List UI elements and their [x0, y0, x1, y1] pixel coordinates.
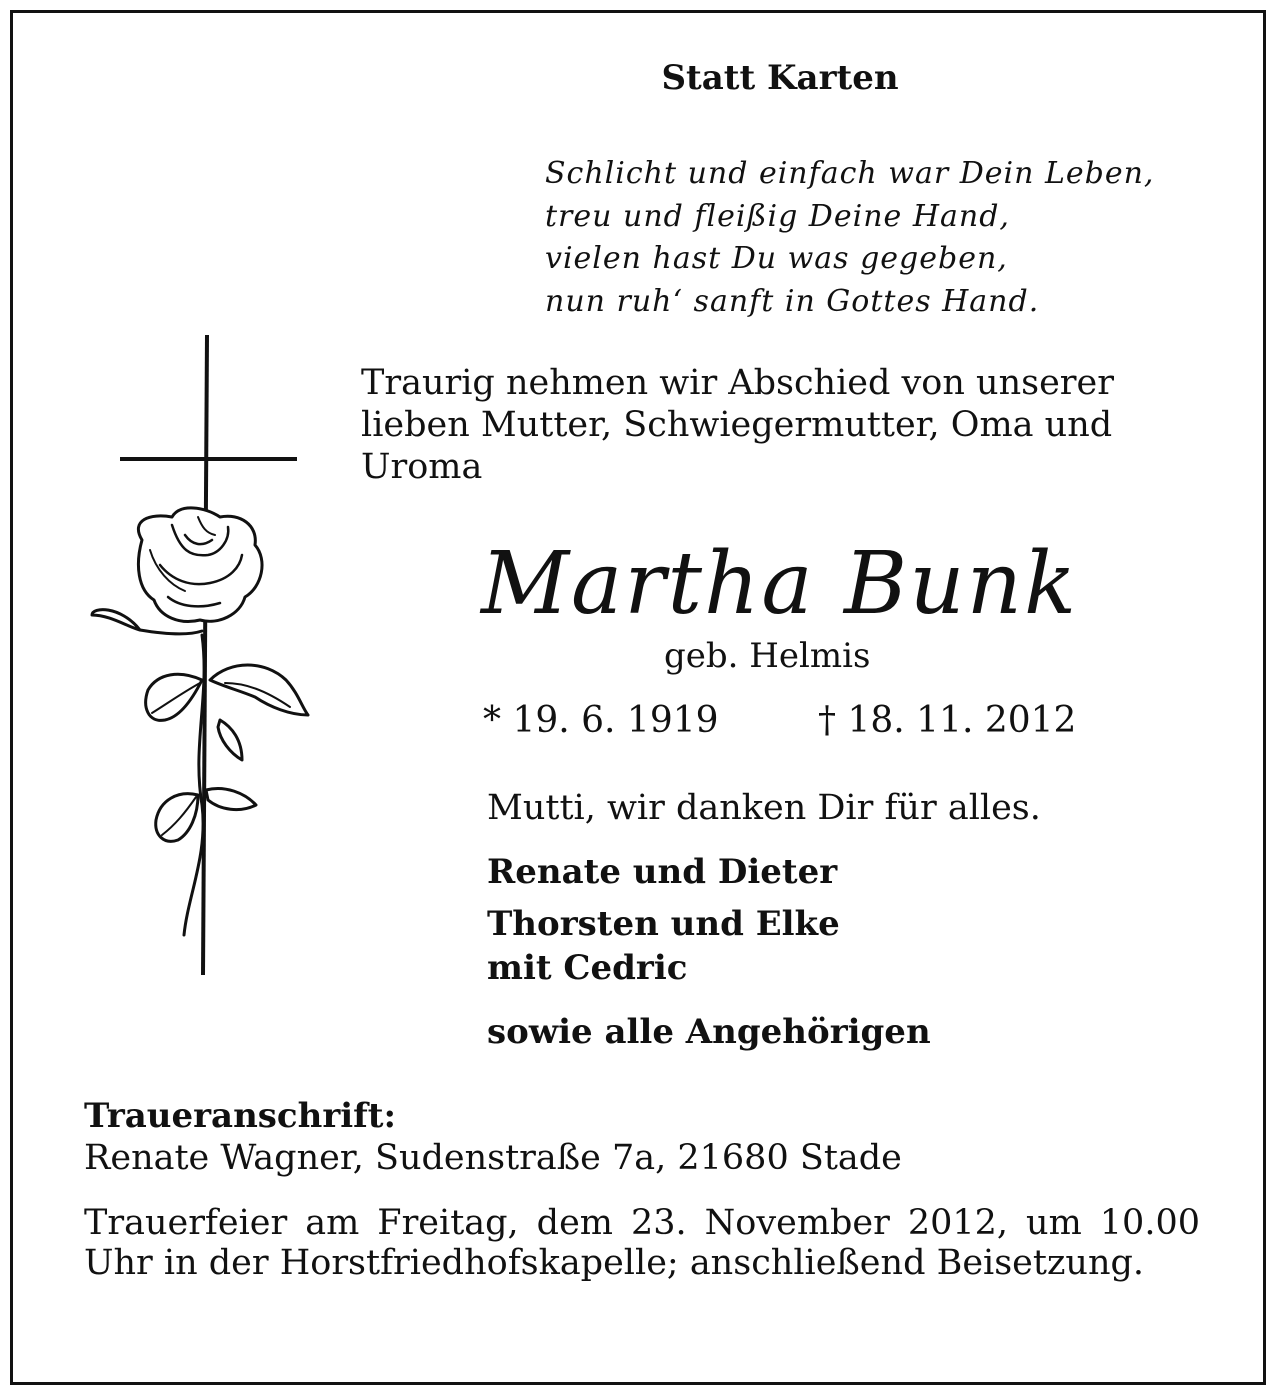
mourner-line: mit Cedric — [487, 948, 688, 988]
mourner-line: sowie alle Angehörigen — [487, 1012, 931, 1052]
intro-text: Traurig nehmen wir Abschied von unserer lieben Mutter, Schwiegermutter, Oma und Uroma — [361, 363, 1114, 487]
deceased-name: Martha Bunk — [481, 534, 1079, 634]
verse-line: Schlicht und einfach war Dein Leben, — [545, 156, 1155, 191]
address-label: Traueranschrift: — [84, 1096, 397, 1136]
service-details: Trauerfeier am Freitag, dem 23. November 2012, um 10.00 Uhr in der Horstfriedhofskapelle; anschließend Beisetzung. — [84, 1203, 1200, 1283]
birth-date: * 19. 6. 1919 — [483, 700, 719, 741]
birth-name: geb. Helmis — [664, 636, 871, 676]
verse-line: vielen hast Du was gegeben, — [545, 241, 1008, 276]
address-value: Renate Wagner, Sudenstraße 7a, 21680 Stade — [84, 1138, 902, 1178]
mourner-line: Thorsten und Elke — [487, 904, 840, 944]
verse — [545, 153, 1154, 323]
verse-line: nun ruh‘ sanft in Gottes Hand. — [545, 283, 1040, 319]
cross-icon — [120, 335, 297, 975]
rose-icon — [92, 508, 308, 935]
verse-line: treu und fleißig Deine Hand, — [545, 198, 1010, 234]
mourner-line: Renate und Dieter — [487, 852, 838, 892]
thanks-text: Mutti, wir danken Dir für alles. — [487, 788, 1041, 828]
death-date: † 18. 11. 2012 — [818, 700, 1077, 741]
notice-heading: Statt Karten — [661, 58, 899, 98]
cross-rose-decoration — [80, 335, 320, 980]
